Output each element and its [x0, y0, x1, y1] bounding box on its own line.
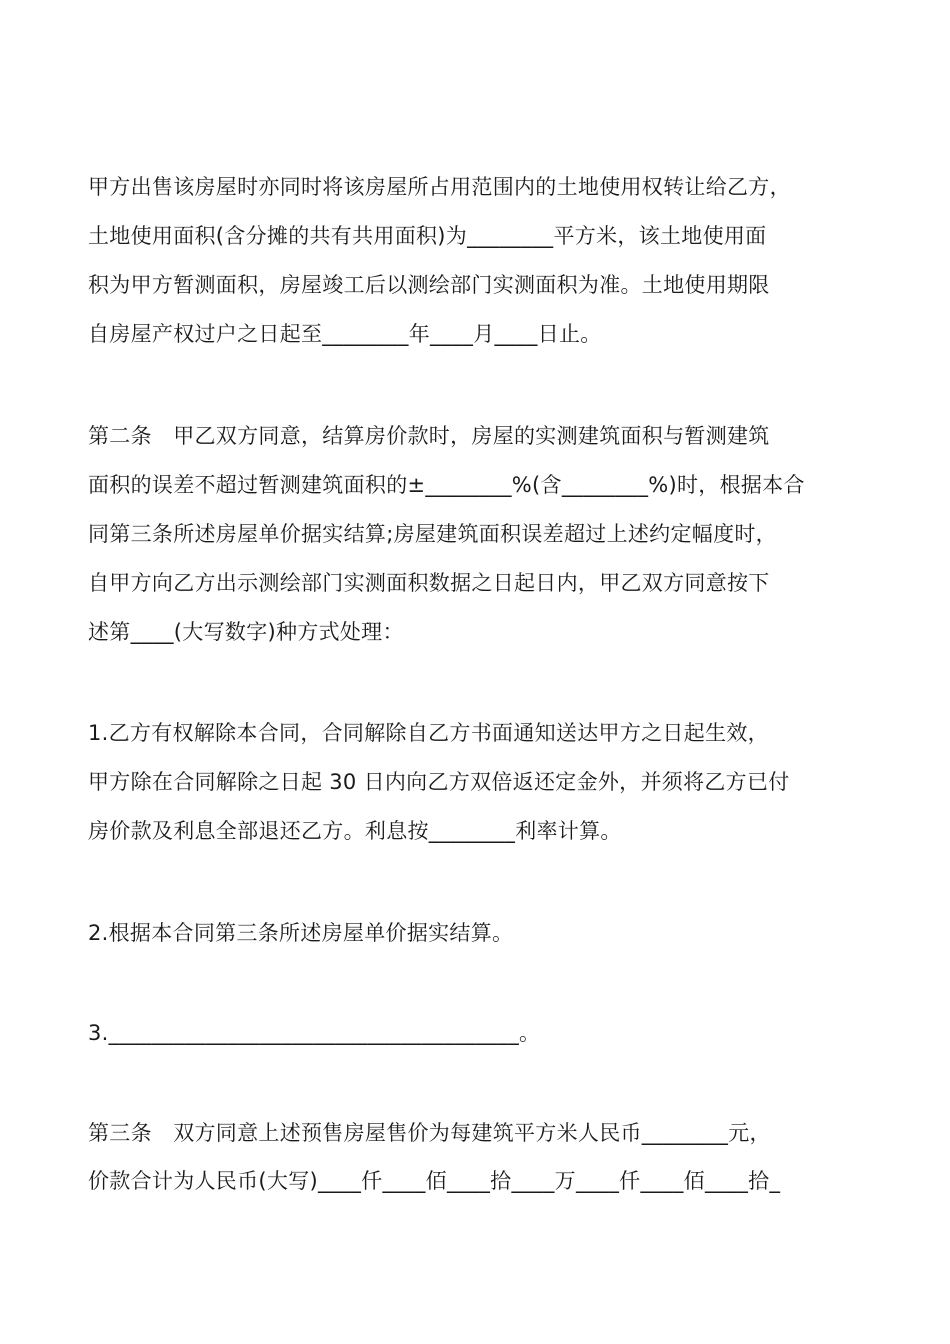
article-2-line-1: 第二条 甲乙双方同意，结算房价款时，房屋的实测建筑面积与暂测建筑	[88, 424, 770, 448]
option-1-line-3: 房价款及利息全部退还乙方。利息按________利率计算。	[88, 819, 622, 843]
paragraph-1-line-1: 甲方出售该房屋时亦同时将该房屋所占用范围内的土地使用权转让给乙方，	[88, 175, 791, 199]
article-2-line-3: 同第三条所述房屋单价据实结算;房屋建筑面积误差超过上述约定幅度时，	[88, 522, 777, 546]
option-2-line-1: 2.根据本合同第三条所述房屋单价据实结算。	[88, 921, 514, 945]
option-1-line-2: 甲方除在合同解除之日起 30 日内向乙方双倍返还定金外，并须将乙方已付	[88, 770, 790, 794]
paragraph-1-line-3: 积为甲方暂测面积，房屋竣工后以测绘部门实测面积为准。土地使用期限	[88, 273, 770, 297]
article-3-line-2: 价款合计为人民币(大写)____仟____佰____拾____万____仟____佰____拾_	[88, 1169, 781, 1193]
paragraph-1-line-4: 自房屋产权过户之日起至________年____月____日止。	[88, 322, 602, 346]
article-3-line-1: 第三条 双方同意上述预售房屋售价为每建筑平方米人民币________元，	[88, 1121, 771, 1145]
paragraph-1-line-2: 土地使用面积(含分摊的共有共用面积)为________平方米，该土地使用面	[88, 224, 767, 248]
article-2-line-4: 自甲方向乙方出示测绘部门实测面积数据之日起日内，甲乙双方同意按下	[88, 571, 770, 595]
option-1-line-1: 1.乙方有权解除本合同，合同解除自乙方书面通知送达甲方之日起生效，	[88, 721, 769, 745]
option-3-line-1: 3.______________________________________。	[88, 1021, 541, 1045]
article-2-line-2: 面积的误差不超过暂测建筑面积的±________%(含________%)时，根据本合	[88, 473, 805, 497]
article-2-line-5: 述第____(大写数字)种方式处理：	[88, 620, 404, 644]
